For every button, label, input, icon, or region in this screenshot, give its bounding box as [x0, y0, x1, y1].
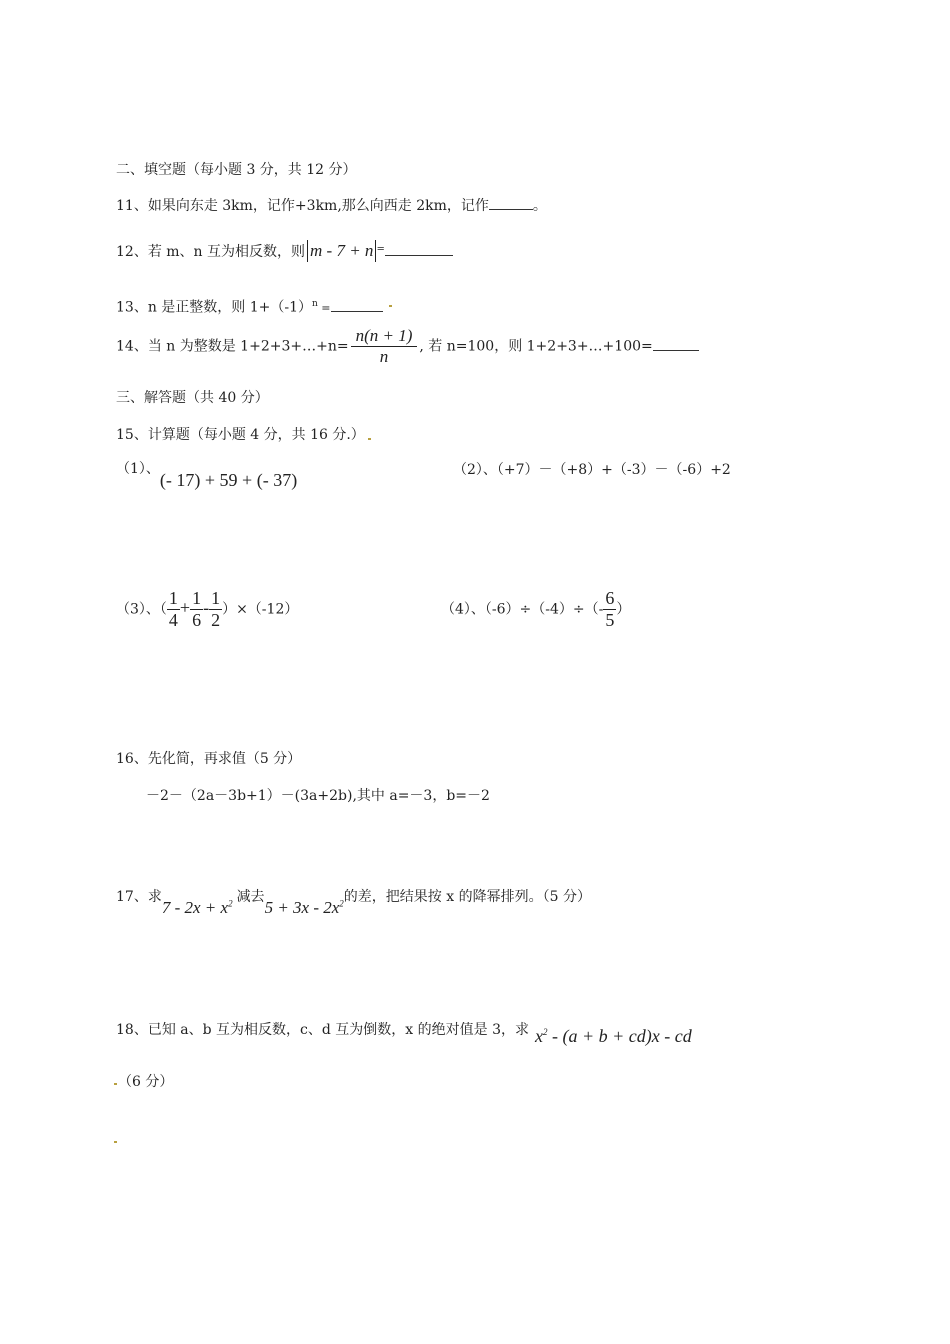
exponent-n: n [312, 299, 318, 309]
fraction-n-n-plus-1: $\frac{n(n + 1)}{n}$ [351, 326, 418, 367]
question-15: 15、计算题（每小题 4 分，共 16 分.） [116, 427, 365, 443]
answer-blank [489, 197, 533, 210]
fraction-one-quarter: $\frac{1}{4}$ [168, 588, 178, 630]
question-16-expression: －2－（2a－3b+1）－(3a+2b),其中 a=－3，b=－2 [146, 788, 490, 804]
question-13 [116, 294, 383, 319]
stray-mark [114, 1141, 117, 1143]
section-three-heading: 三、解答题（共 40 分） [116, 390, 269, 406]
part-3-tail: ）×（-12） [222, 601, 299, 618]
question-15-part-2: （2）、（+7）－（+8）+（-3）－（-6）+2 [453, 462, 731, 478]
stray-mark [114, 1083, 117, 1085]
question-14 [116, 326, 699, 367]
answer-blank [331, 299, 383, 312]
question-18-score: （6 分） [118, 1074, 174, 1090]
question-12-text: 12、若 m、n 互为相反数，则 [116, 244, 306, 260]
second-polynomial: $5 + 3x - 2x^2$ [264, 898, 344, 917]
plus-operator: + [179, 597, 191, 618]
question-15-part-3 [116, 588, 298, 631]
question-18-expression: $x^2 - (a + b + cd)x$ - cd [534, 1026, 692, 1046]
answer-blank [653, 338, 699, 351]
answer-blank [385, 247, 453, 256]
fraction-one-half: $\frac{1}{2}$ [211, 588, 221, 630]
question-17-prefix: 17、求 [116, 889, 162, 905]
part-1-expression: (- 17) + 59 + (- 37) [159, 470, 298, 490]
question-17-suffix: 的差，把结果按 x 的降幂排列。（5 分） [343, 889, 591, 905]
stray-mark [389, 305, 392, 307]
question-14-after: , 若 n=100，则 1+2+3+…+100= [419, 338, 653, 355]
question-17-mid: 减去 [236, 889, 265, 905]
question-17 [116, 886, 591, 917]
question-12 [116, 240, 453, 262]
part-3-label: （3）、（ [116, 601, 167, 618]
question-15-part-1 [116, 458, 298, 490]
question-11-text: 11、如果向东走 3km，记作+3km,那么向西走 2km，记作 [116, 198, 489, 214]
question-11 [116, 196, 547, 216]
equals-sign: = [376, 244, 385, 255]
part-4-label: （4）、（-6）÷（-4）÷（- [441, 601, 604, 618]
equals-sign: = [317, 301, 331, 315]
question-15-part-4 [441, 588, 630, 631]
fraction-one-sixth: $\frac{1}{6}$ [192, 588, 202, 630]
minus-operator: - [203, 597, 210, 618]
first-polynomial: $7 - 2x + x^2$ [161, 898, 233, 917]
part-4-tail: ） [616, 601, 631, 618]
section-two-heading: 二、填空题（每小题 3 分，共 12 分） [116, 162, 357, 178]
question-13-text: 13、n 是正整数，则 1+（-1） [116, 299, 313, 316]
question-16: 16、先化简，再求值（5 分） [116, 751, 302, 767]
question-18-text: 18、已知 a、b 互为相反数，c、d 互为倒数，x 的绝对值是 3，求 [116, 1022, 529, 1038]
fraction-six-fifths: $\frac{6}{5}$ [605, 588, 615, 630]
question-14-text: 14、当 n 为整数是 1+2+3+…+n= [116, 338, 349, 355]
question-18 [116, 1018, 692, 1046]
part-1-label: （1）、 [116, 461, 160, 477]
stray-mark [368, 438, 371, 440]
absolute-value-expression: m - 7 + n [307, 240, 376, 262]
question-11-end: 。 [532, 198, 547, 214]
